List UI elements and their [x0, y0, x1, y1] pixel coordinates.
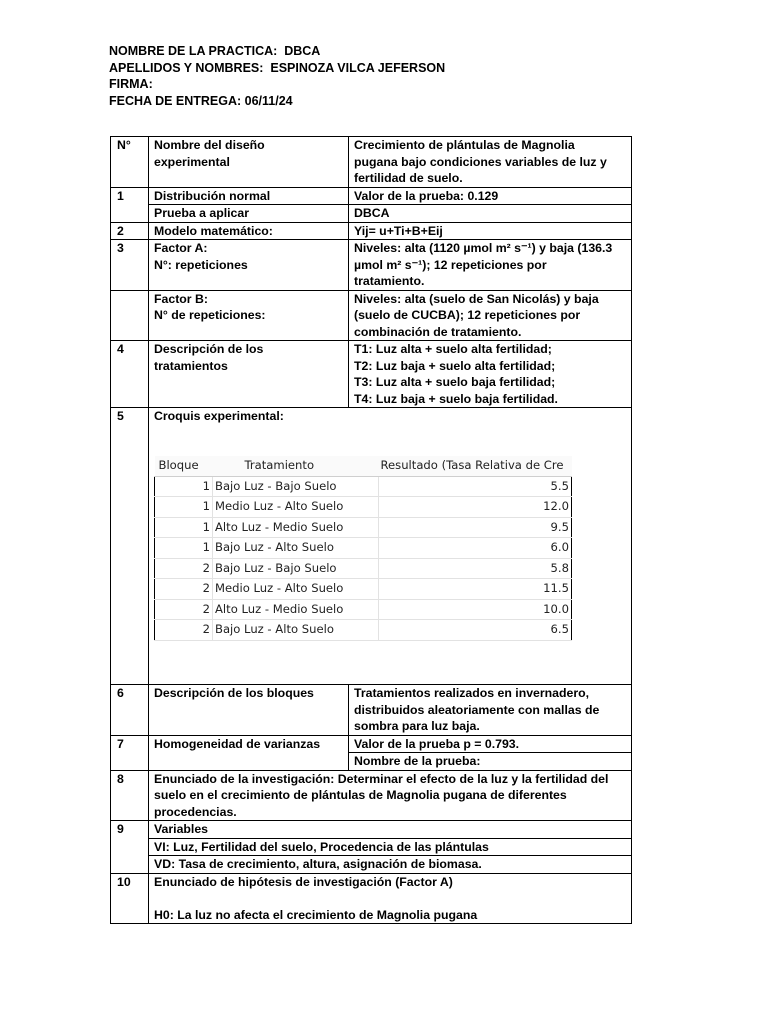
document-header: [109, 43, 445, 109]
col-header-resultado: Resultado (Tasa Relativa de Cre: [379, 456, 572, 476]
table-row: [111, 187, 632, 205]
row-value: Valor de la prueba p = 0.793.: [349, 735, 632, 753]
table-row: [111, 735, 632, 753]
col-header-bloque: Bloque: [155, 456, 213, 476]
row-label: Descripción de los tratamientos: [149, 341, 349, 408]
row-statement: Variables: [149, 821, 632, 839]
croquis-tratamiento: Alto Luz - Medio Suelo: [213, 517, 379, 538]
croquis-row: [155, 476, 572, 497]
croquis-title: Croquis experimental:: [154, 409, 284, 423]
row-value: DBCA: [349, 205, 632, 223]
signature-label: FIRMA:: [109, 77, 153, 91]
croquis-bloque: 1: [155, 497, 213, 518]
row-value: Tratamientos realizados en invernadero, distribuidos aleatoriamente con mallas de sombra para luz baja.: [349, 685, 632, 736]
student-name: APELLIDOS Y NOMBRES: ESPINOZA VILCA JEFERSON: [109, 60, 446, 75]
row-label: Descripción de los bloques: [149, 685, 349, 736]
table-row: [111, 408, 632, 685]
croquis-header-row: [155, 456, 572, 476]
croquis-row: [155, 558, 572, 579]
row-number: 9: [111, 821, 149, 874]
croquis-resultado: 5.5: [379, 476, 572, 497]
table-row: [111, 137, 632, 188]
table-row: [111, 770, 632, 821]
col-header-tratamiento: Tratamiento: [213, 456, 379, 476]
row-value: Nombre de la prueba:: [349, 753, 632, 771]
croquis-tratamiento: Bajo Luz - Alto Suelo: [213, 620, 379, 641]
croquis-cell: [149, 408, 632, 685]
row-label: Factor A: N°: repeticiones: [149, 240, 349, 291]
croquis-tratamiento: Bajo Luz - Bajo Suelo: [213, 476, 379, 497]
row-value: Crecimiento de plántulas de Magnolia pugana bajo condiciones variables de luz y fertilidad de suelo.: [349, 137, 632, 188]
table-row: [111, 240, 632, 291]
croquis-bloque: 2: [155, 599, 213, 620]
row-number: N°: [111, 137, 149, 188]
croquis-row: [155, 599, 572, 620]
table-row: [111, 685, 632, 736]
croquis-resultado: 5.8: [379, 558, 572, 579]
croquis-bloque: 2: [155, 620, 213, 641]
row-value: Niveles: alta (1120 µmol m² s⁻¹) y baja (136.3 µmol m² s⁻¹); 12 repeticiones por tratamiento.: [349, 240, 632, 291]
table-row: [111, 222, 632, 240]
row-number: 1: [111, 187, 149, 222]
croquis-resultado: 6.0: [379, 538, 572, 559]
table-row: [111, 856, 632, 874]
row-statement: VD: Tasa de crecimiento, altura, asignación de biomasa.: [149, 856, 632, 874]
croquis-table: [154, 456, 572, 641]
row-value: T1: Luz alta + suelo alta fertilidad; T2: Luz baja + suelo alta fertilidad; T3: Luz alta + suelo baja fertilidad; T4: Luz baja + suelo baja fertilidad.: [349, 341, 632, 408]
row-statement: Enunciado de hipótesis de investigación (Factor A) H0: La luz no afecta el crecimiento de Magnolia pugana: [149, 873, 632, 924]
croquis-tratamiento: Bajo Luz - Bajo Suelo: [213, 558, 379, 579]
croquis-tratamiento: Medio Luz - Alto Suelo: [213, 497, 379, 518]
croquis-bloque: 2: [155, 558, 213, 579]
croquis-bloque: 1: [155, 538, 213, 559]
row-value: Yij= u+Ti+B+Eij: [349, 222, 632, 240]
row-number: 4: [111, 341, 149, 408]
row-label: Prueba a aplicar: [149, 205, 349, 223]
row-statement: VI: Luz, Fertilidad del suelo, Procedencia de las plántulas: [149, 838, 632, 856]
row-number: 5: [111, 408, 149, 685]
row-label: Distribución normal: [149, 187, 349, 205]
croquis-row: [155, 517, 572, 538]
row-number: 6: [111, 685, 149, 736]
row-number: 10: [111, 873, 149, 924]
croquis-bloque: 2: [155, 579, 213, 600]
table-row: [111, 873, 632, 924]
row-label: Factor B: N° de repeticiones:: [149, 290, 349, 341]
table-row: [111, 838, 632, 856]
croquis-row: [155, 620, 572, 641]
design-table: [110, 136, 632, 924]
croquis-tratamiento: Bajo Luz - Alto Suelo: [213, 538, 379, 559]
table-row: [111, 821, 632, 839]
croquis-bloque: 1: [155, 476, 213, 497]
row-value: Valor de la prueba: 0.129: [349, 187, 632, 205]
row-number: [111, 290, 149, 341]
croquis-resultado: 6.5: [379, 620, 572, 641]
croquis-resultado: 10.0: [379, 599, 572, 620]
table-row: [111, 290, 632, 341]
practice-name: NOMBRE DE LA PRACTICA: DBCA: [109, 44, 321, 58]
row-label: Nombre del diseño experimental: [149, 137, 349, 188]
row-number: 7: [111, 735, 149, 770]
croquis-resultado: 11.5: [379, 579, 572, 600]
croquis-bloque: 1: [155, 517, 213, 538]
delivery-date: FECHA DE ENTREGA: 06/11/24: [109, 93, 293, 108]
table-row: [111, 205, 632, 223]
row-number: 2: [111, 222, 149, 240]
croquis-row: [155, 538, 572, 559]
croquis-resultado: 12.0: [379, 497, 572, 518]
croquis-tratamiento: Alto Luz - Medio Suelo: [213, 599, 379, 620]
croquis-row: [155, 579, 572, 600]
croquis-tratamiento: Medio Luz - Alto Suelo: [213, 579, 379, 600]
row-statement: Enunciado de la investigación: Determinar el efecto de la luz y la fertilidad del suelo en el crecimiento de plántulas de Magnolia pugana de diferentes procedencias.: [149, 770, 632, 821]
row-label: Homogeneidad de varianzas: [149, 735, 349, 770]
croquis-resultado: 9.5: [379, 517, 572, 538]
row-label: Modelo matemático:: [149, 222, 349, 240]
row-number: 8: [111, 770, 149, 821]
table-row: [111, 341, 632, 408]
row-value: Niveles: alta (suelo de San Nicolás) y baja (suelo de CUCBA); 12 repeticiones por combinación de tratamiento.: [349, 290, 632, 341]
croquis-row: [155, 497, 572, 518]
row-number: 3: [111, 240, 149, 291]
